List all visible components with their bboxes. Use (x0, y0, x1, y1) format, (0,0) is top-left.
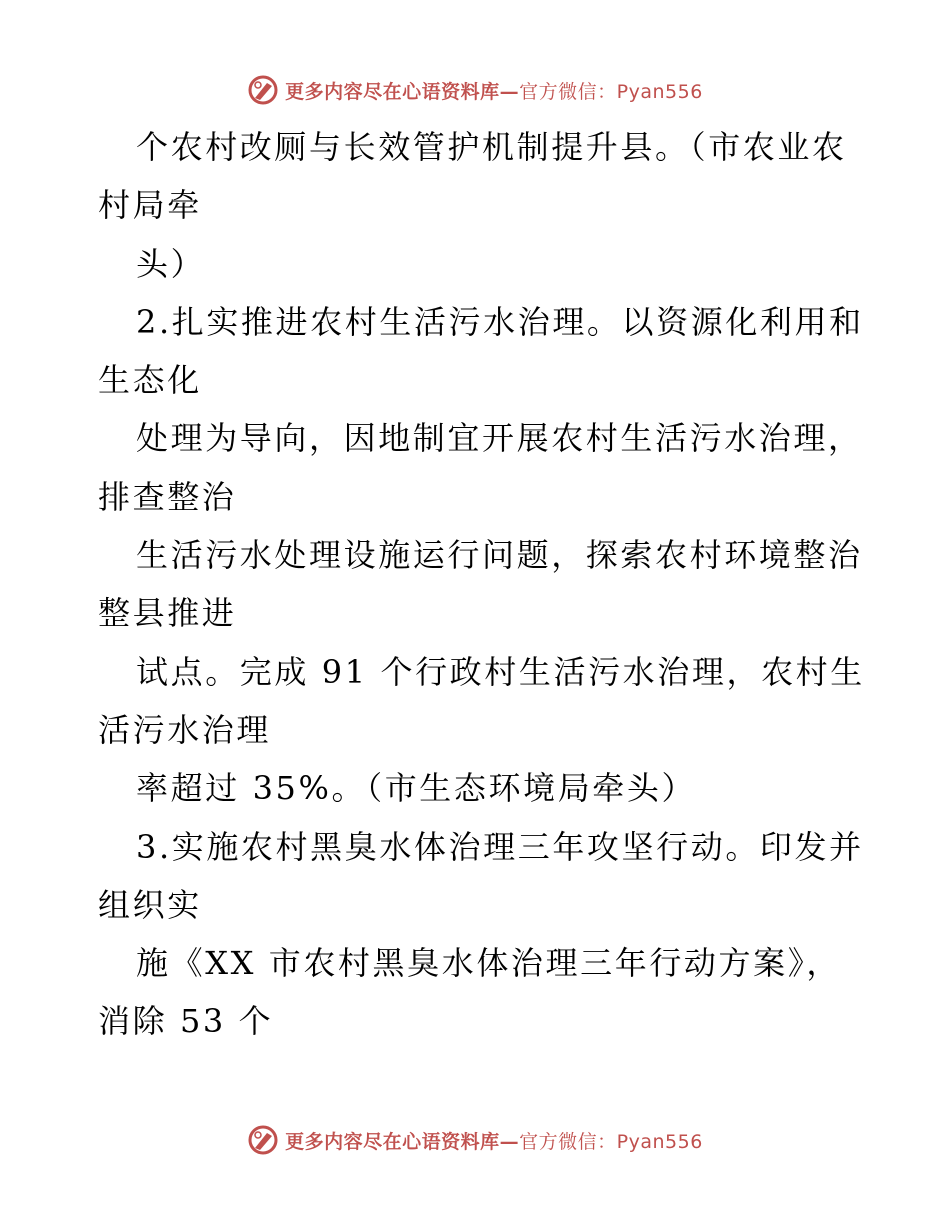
text-line: 头） (136, 244, 206, 283)
text-line: 生活污水处理设施运行问题，探索农村环境整治 (136, 536, 863, 575)
text-line: 2.扎实推进农村生活污水治理。以资源化利用和 (136, 302, 864, 341)
text-line: 活污水治理 (98, 710, 272, 749)
text-line: 试点。完成 91 个行政村生活污水治理，农村生 (136, 652, 865, 691)
banner-text (285, 1127, 703, 1154)
text-line: 消除 53 个 (98, 1002, 274, 1041)
text-line: 排查整治 (98, 477, 237, 516)
text-line: 处理为导向，因地制宜开展农村生活污水治理， (136, 419, 863, 458)
banner-wechat: 官方微信：Pyan556 (519, 1130, 703, 1153)
banner-wechat: 官方微信：Pyan556 (519, 80, 703, 103)
pen-nib-logo-icon (247, 1124, 279, 1156)
text-line: 村局牵 (98, 186, 202, 225)
footer-watermark-banner (0, 1120, 950, 1160)
banner-dash: — (499, 1130, 520, 1153)
text-line: 率超过 35%。（市生态环境局牵头） (136, 769, 697, 808)
text-line: 施《XX 市农村黑臭水体治理三年行动方案》， (136, 944, 841, 983)
header-watermark-banner (0, 70, 950, 110)
pen-nib-logo-icon (247, 74, 279, 106)
banner-text (285, 77, 703, 104)
text-line: 个农村改厕与长效管护机制提升县。（市农业农 (136, 128, 847, 166)
banner-dash: — (499, 80, 520, 103)
text-line: 生态化 (98, 361, 202, 400)
text-line: 整县推进 (98, 594, 237, 633)
banner-prefix: 更多内容尽在心语资料库 (285, 1130, 500, 1153)
banner-prefix: 更多内容尽在心语资料库 (285, 80, 500, 103)
text-line: 组织实 (98, 885, 202, 924)
text-line: 3.实施农村黑臭水体治理三年攻坚行动。印发并 (136, 827, 864, 866)
document-body (98, 118, 865, 1051)
